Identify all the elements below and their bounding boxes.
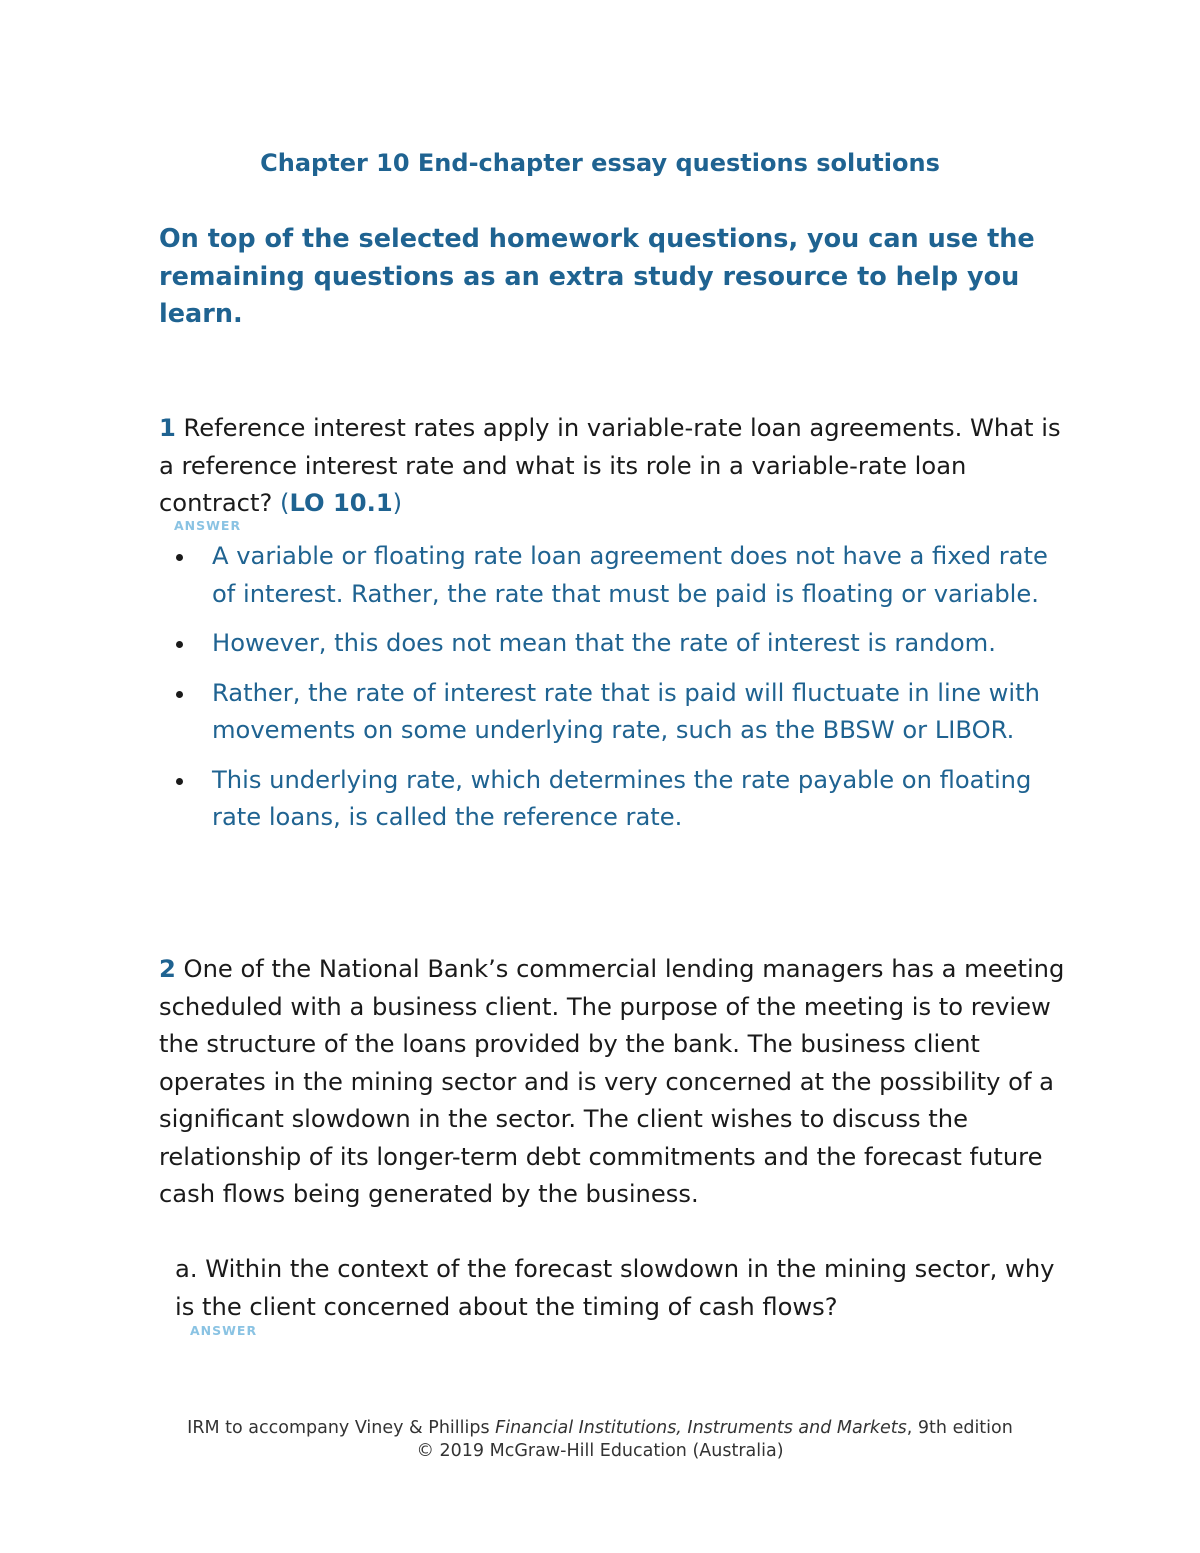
answer-point-text: Rather, the rate of interest rate that is paid will fluctuate in line with movements on some underlying rate, such as the BBSW or LIBOR.	[212, 678, 1040, 744]
footer-line-2: © 2019 McGraw-Hill Education (Australia)	[416, 1441, 784, 1461]
question-number: 1	[159, 414, 176, 442]
lo-open: (	[280, 489, 290, 517]
page-footer	[0, 1417, 1200, 1463]
sub-question-a: a. Within the context of the forecast slowdown in the mining sector, why is the client concerned about the timing of cash flows?	[175, 1255, 1055, 1321]
answer-tag: ANSWER	[174, 518, 242, 533]
question-text: One of the National Bank’s commercial lending managers has a meeting scheduled with a business client. The purpose of the meeting is to review the structure of the loans provided by the bank. The business client operates in the mining sector and is very concerned at the possibility of a significant slowdown in the sector. The client wishes to discuss the relationship of its longer-term debt commitments and the forecast future cash flows being generated by the business.	[159, 955, 1065, 1208]
footer-prefix: IRM to accompany Viney & Phillips	[187, 1418, 496, 1438]
answer-point	[159, 675, 1059, 750]
question-2	[159, 951, 1069, 1214]
answer-point	[159, 538, 1059, 613]
footer-line-1	[0, 1417, 1200, 1440]
bullet-icon	[176, 691, 183, 698]
question-number: 2	[159, 955, 176, 983]
bullet-icon	[176, 778, 183, 785]
learning-objective-ref: LO 10.1	[289, 489, 393, 517]
bullet-icon	[176, 641, 183, 648]
answer-tag: ANSWER	[190, 1323, 258, 1338]
answer-point	[159, 762, 1059, 837]
answer-point-text: However, this does not mean that the rate of interest is random.	[212, 629, 996, 657]
answer-point-text: A variable or floating rate loan agreement does not have a fixed rate of interest. Rather, the rate that must be paid is floating or variable.	[212, 542, 1048, 608]
intro-text: On top of the selected homework questions, you can use the remaining questions as an extra study resource to help you learn.	[159, 224, 1035, 329]
book-title: Financial Institutions, Instruments and Markets	[495, 1418, 907, 1438]
question-1	[159, 410, 1069, 523]
footer-suffix: , 9th edition	[906, 1418, 1013, 1438]
page-title: Chapter 10 End-chapter essay questions solutions	[260, 149, 940, 177]
bullet-icon	[176, 554, 183, 561]
answer-list-1	[159, 538, 1059, 849]
lo-close: )	[392, 489, 403, 517]
question-text: Reference interest rates apply in variable-rate loan agreements. What is a reference interest rate and what is its role in a variable-rate loan contract?	[159, 414, 1061, 517]
answer-point-text: This underlying rate, which determines the rate payable on floating rate loans, is called the reference rate.	[212, 765, 1032, 831]
answer-point	[159, 625, 1059, 663]
